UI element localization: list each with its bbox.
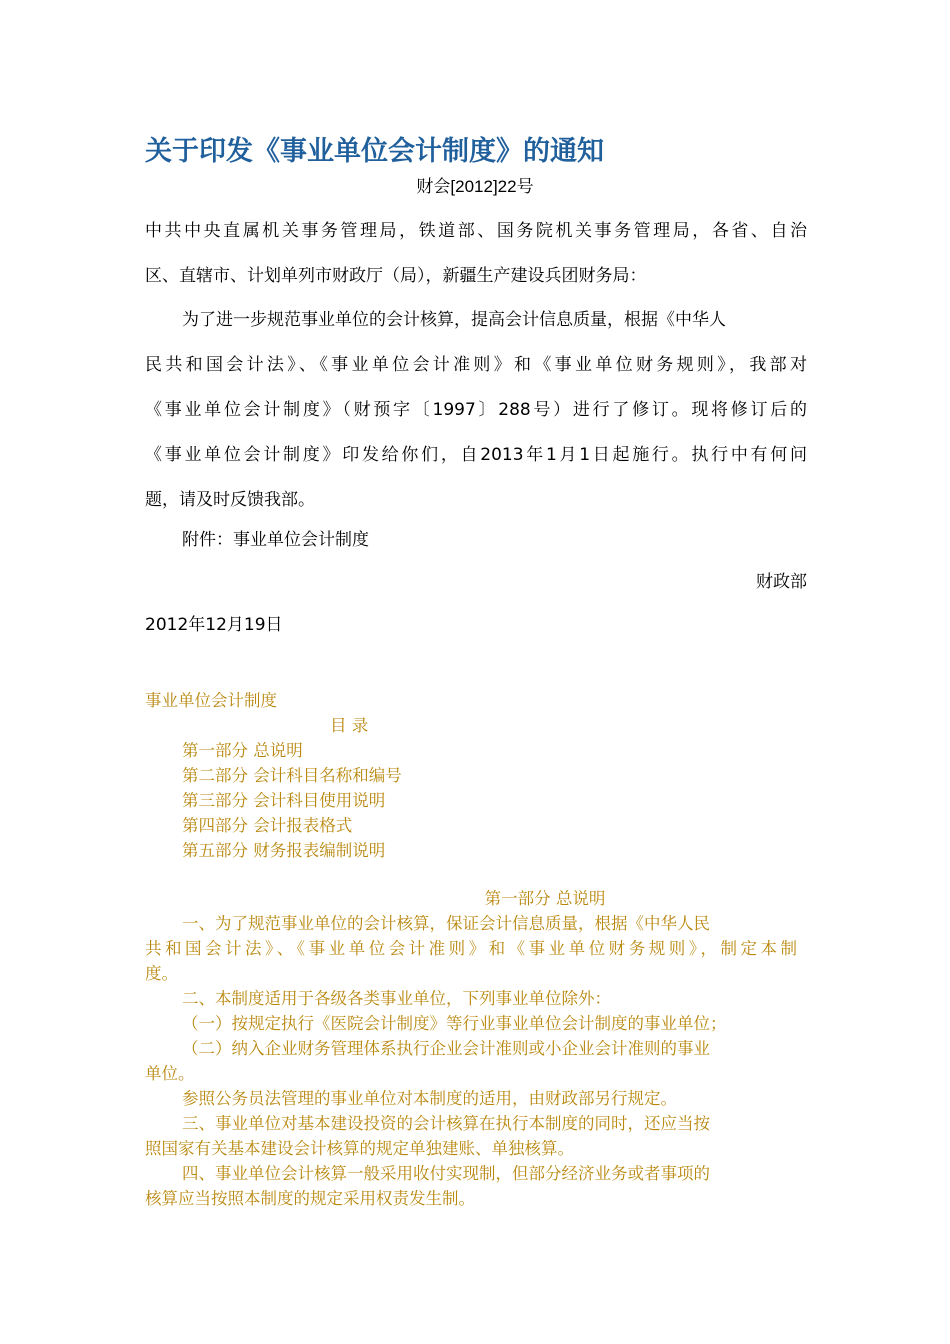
issuer-name: 财政部 [756,572,807,592]
toc-item: 第四部分 会计报表格式 [182,816,353,835]
body-line: 《事业单位会计制度》（财预字〔1997〕288号）进行了修订。现将修订后的 [145,400,807,420]
notice-title: 关于印发《事业单位会计制度》的通知 [145,136,604,167]
attachment-line: 附件：事业单位会计制度 [182,530,369,550]
toc-item: 第二部分 会计科目名称和编号 [182,766,402,785]
toc-item: 第一部分 总说明 [182,741,303,760]
part1-line: 核算应当按照本制度的规定采用权责发生制。 [145,1189,475,1208]
part1-line: 三、事业单位对基本建设投资的会计核算在执行本制度的同时，还应当按 [182,1114,710,1133]
part1-line: 参照公务员法管理的事业单位对本制度的适用，由财政部另行规定。 [182,1089,677,1108]
issue-date: 2012年12月19日 [145,615,283,635]
addressee-paragraph [145,209,807,299]
document-number: 财会[2012]22号 [416,177,534,196]
addressee-line: 区、直辖市、计划单列市财政厅（局），新疆生产建设兵团财务局： [145,266,647,286]
part1-line: （二）纳入企业财务管理体系执行企业会计准则或小企业会计准则的事业 [182,1039,710,1058]
table-of-contents [145,738,805,863]
notice-body-paragraph [145,298,807,523]
issuer-paragraph [145,560,807,605]
body-line: 《事业单位会计制度》印发给你们，自2013年1月1日起施行。执行中有何问 [145,445,807,465]
body-line: 题，请及时反馈我部。 [145,490,315,510]
addressee-line: 中共中央直属机关事务管理局，铁道部、国务院机关事务管理局，各省、自治 [145,221,807,241]
regulation-heading: 事业单位会计制度 [145,691,277,710]
part1-line: 一、为了规范事业单位的会计核算，保证会计信息质量，根据《中华人民 [182,914,710,933]
part1-body [145,911,797,1211]
part1-line: 四、事业单位会计核算一般采用收付实现制，但部分经济业务或者事项的 [182,1164,710,1183]
body-line: 为了进一步规范事业单位的会计核算，提高会计信息质量，根据《中华人 [182,310,726,330]
body-line: 民共和国会计法》、《事业单位会计准则》和《事业单位财务规则》，我部对 [145,355,807,375]
toc-item: 第五部分 财务报表编制说明 [182,841,386,860]
toc-item: 第三部分 会计科目使用说明 [182,791,386,810]
regulation-heading-block [145,688,805,738]
part1-line: 二、本制度适用于各级各类事业单位，下列事业单位除外： [182,989,611,1008]
part1-title-block [145,886,805,911]
part1-line: 单位。 [145,1064,195,1083]
date-paragraph [145,603,807,648]
part1-title: 第一部分 总说明 [484,889,606,908]
attachment-paragraph [145,518,807,563]
toc-title: 目 录 [330,716,369,735]
part1-line: 度。 [145,964,178,983]
part1-line: （一）按规定执行《医院会计制度》等行业事业单位会计制度的事业单位； [182,1014,727,1033]
part1-line: 共和国会计法》、《事业单位会计准则》和《事业单位财务规则》，制定本制 [145,939,797,958]
part1-line: 照国家有关基本建设会计核算的规定单独建账、单独核算。 [145,1139,574,1158]
